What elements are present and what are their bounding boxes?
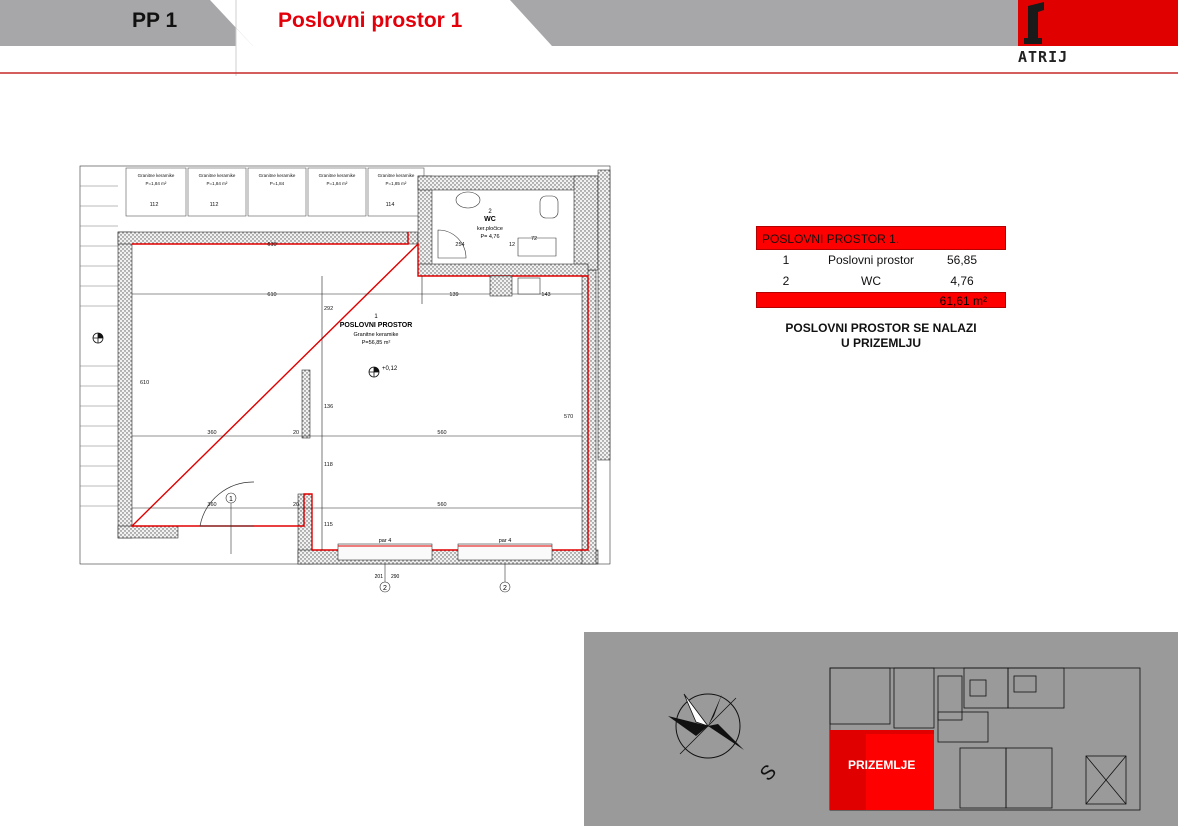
top-cell-labels (138, 173, 415, 186)
area-summary-table (756, 226, 1006, 308)
dim-label: 360 (207, 430, 217, 436)
location-note (756, 321, 1006, 351)
summary-row (756, 271, 1006, 292)
left-stair-lines (80, 186, 118, 506)
summary-row (756, 250, 1006, 271)
dim-label: 292 (324, 306, 334, 312)
dim-label: 360 (207, 502, 217, 508)
dim-label: 610 (267, 292, 277, 298)
walls (118, 170, 610, 564)
row-number: 1 (782, 253, 790, 267)
room1-number: 1 (374, 314, 378, 320)
logo-wordmark: ATRIJ (1018, 48, 1069, 66)
atrij-logo-icon (1018, 0, 1178, 46)
plan-frame (80, 166, 610, 564)
room1-area: P=56,85 m² (361, 340, 391, 346)
dim-label: 12 (508, 242, 516, 248)
row-name: WC (861, 274, 881, 288)
summary-total: 61,61 m² (756, 292, 1006, 308)
axis-mark: 2 (503, 585, 507, 592)
dim-label: 72 (530, 236, 538, 242)
floor-plan-drawing (78, 160, 618, 600)
ground-floor-label: PRIZEMLJE (848, 758, 916, 772)
axis-marks (380, 564, 510, 592)
dim-label: 118 (324, 462, 333, 468)
row-area: 56,85 (946, 253, 978, 267)
space-code: PP 1 (132, 9, 178, 32)
note-line: POSLOVNI PROSTOR SE NALAZI (785, 321, 977, 335)
key-plan (584, 632, 1178, 826)
dim-label: 254 (455, 242, 465, 248)
dim-label: 112 (209, 202, 219, 208)
left-level-marker-icon (93, 333, 103, 343)
room1-floor: Granitne keramike (353, 332, 399, 338)
key-plan-drawing (584, 632, 1178, 826)
cell-floor: Granitne keramike (377, 173, 415, 178)
row-number: 2 (782, 274, 790, 288)
cell-area: P=1,84 m² (326, 181, 348, 186)
window-dim: 201 (374, 574, 383, 580)
dim-label: 610 (140, 380, 150, 386)
dim-label: 560 (437, 430, 447, 436)
room2-number: 2 (488, 209, 492, 215)
compass-label: S (755, 760, 781, 786)
cell-floor: Granitne keramike (258, 173, 296, 178)
summary-title: POSLOVNI PROSTOR 1. (756, 226, 1006, 250)
floor-plan (78, 160, 618, 600)
dim-label: 136 (324, 404, 334, 410)
dim-label: 560 (437, 502, 447, 508)
dimension-labels (140, 202, 573, 528)
dim-label: 20 (292, 430, 300, 436)
compass-rose-icon (668, 694, 744, 758)
window-label: par 4 (498, 538, 512, 544)
row-area: 4,76 (950, 274, 974, 288)
cell-area: P=1,84 (269, 181, 285, 186)
code-tab-shape (0, 0, 253, 46)
dim-label: 20 (292, 502, 300, 508)
room2-name: WC (484, 216, 496, 223)
level-mark: +0,12 (382, 366, 398, 372)
room2-floor: ker.pločice (477, 226, 503, 232)
window-dim: 290 (391, 574, 400, 580)
door-mark: 1 (229, 496, 233, 503)
dim-label: 115 (324, 522, 333, 528)
cell-area: P=1,84 m² (145, 181, 167, 186)
window-label: par 4 (378, 538, 392, 544)
dim-label: 143 (541, 292, 551, 298)
axis-mark: 2 (383, 585, 387, 592)
dim-label: 610 (267, 242, 277, 248)
room1-name: POSLOVNI PROSTOR (339, 322, 413, 329)
dim-label: 112 (149, 202, 159, 208)
cell-floor: Granitne keramike (198, 173, 236, 178)
dim-label: 570 (564, 414, 574, 420)
space-title: Poslovni prostor 1 (278, 9, 463, 32)
dim-label: 114 (385, 202, 395, 208)
cell-floor: Granitne keramike (318, 173, 356, 178)
note-line: U PRIZEMLJU (840, 336, 921, 350)
dim-label: 139 (449, 292, 459, 298)
room2-area: P= 4,76 (480, 234, 500, 240)
ground-floor-highlight-2 (866, 734, 934, 810)
cell-floor: Granitne keramike (137, 173, 175, 178)
cell-area: P=1,84 m² (206, 181, 228, 186)
page-header (0, 0, 1178, 76)
row-name: Poslovni prostor (827, 253, 915, 267)
grid-lines (132, 276, 582, 550)
cell-area: P=1,85 m² (385, 181, 407, 186)
level-marker-icon (369, 367, 379, 377)
